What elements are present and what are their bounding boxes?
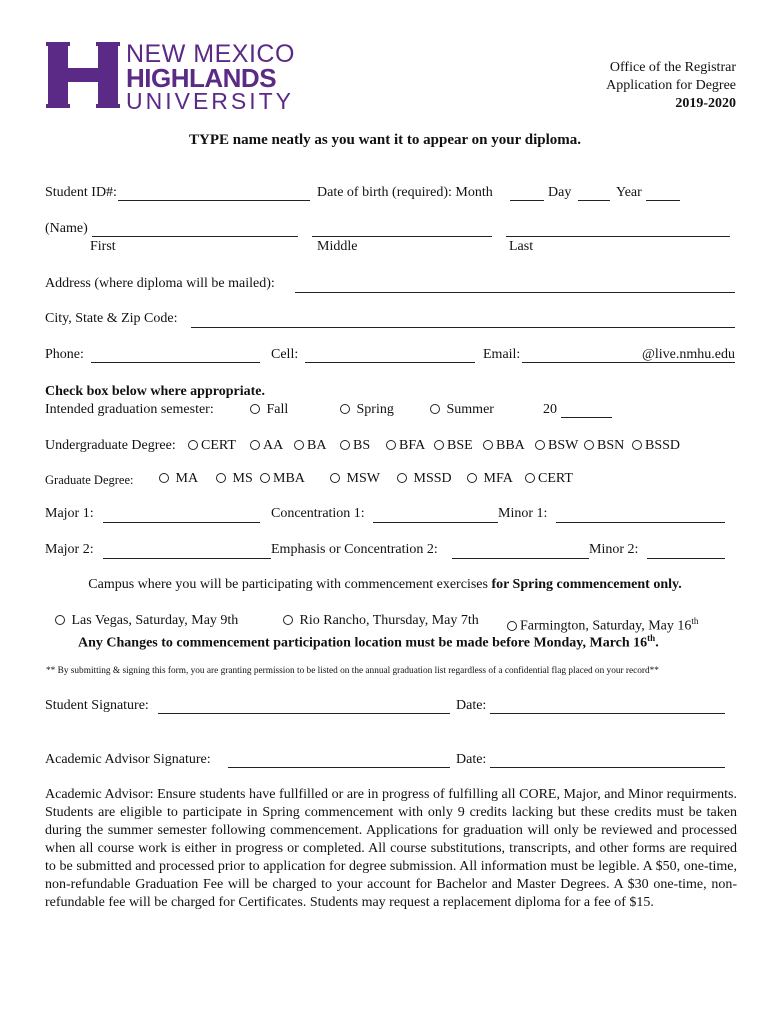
minor1-field[interactable]: [556, 522, 725, 523]
advisor-signature-label: Academic Advisor Signature:: [45, 752, 211, 767]
office-name: Office of the Registrar: [609, 60, 736, 75]
phone-field[interactable]: [91, 362, 260, 363]
radio-icon[interactable]: [250, 404, 260, 414]
undergrad-option-bssd[interactable]: BSSD: [632, 438, 680, 454]
name-label: (Name): [45, 221, 88, 236]
diploma-instruction: TYPE name neatly as you want it to appear on your diploma.: [189, 132, 581, 148]
undergrad-option-bba[interactable]: BBA: [483, 438, 525, 454]
graduate-option-ma[interactable]: MA: [159, 471, 198, 487]
graduate-option-cert[interactable]: CERT: [525, 471, 573, 487]
email-label: Email:: [483, 347, 521, 362]
undergrad-option-bse[interactable]: BSE: [434, 438, 473, 454]
radio-icon[interactable]: [340, 440, 350, 450]
academic-year: 2019-2020: [675, 96, 736, 111]
dob-year-field[interactable]: [646, 200, 680, 201]
dob-month-field[interactable]: [510, 200, 544, 201]
undergrad-label: Undergraduate Degree:: [45, 438, 176, 453]
minor2-label: Minor 2:: [589, 542, 639, 557]
advisor-signature-field[interactable]: [228, 767, 450, 768]
graduate-label: Graduate Degree:: [45, 473, 134, 487]
minor1-label: Minor 1:: [498, 506, 548, 521]
first-name-field[interactable]: [92, 236, 298, 237]
radio-icon[interactable]: [330, 473, 340, 483]
semester-spring-option[interactable]: Spring: [340, 402, 394, 418]
semester-label: Intended graduation semester:: [45, 402, 214, 417]
cell-label: Cell:: [271, 347, 299, 362]
radio-icon[interactable]: [260, 473, 270, 483]
undergrad-option-bsw[interactable]: BSW: [535, 438, 578, 454]
radio-icon[interactable]: [397, 473, 407, 483]
radio-icon[interactable]: [483, 440, 493, 450]
radio-icon[interactable]: [250, 440, 260, 450]
student-id-field[interactable]: [118, 200, 310, 201]
first-name-caption: First: [90, 239, 116, 254]
address-label: Address (where diploma will be mailed):: [45, 276, 275, 291]
emphasis2-label: Emphasis or Concentration 2:: [271, 542, 438, 557]
radio-icon[interactable]: [467, 473, 477, 483]
graduate-option-mfa[interactable]: MFA: [467, 471, 513, 487]
undergrad-option-bs[interactable]: BS: [340, 438, 370, 454]
graduate-option-msw[interactable]: MSW: [330, 471, 380, 487]
advisor-date-field[interactable]: [490, 767, 725, 768]
radio-icon[interactable]: [55, 615, 65, 625]
radio-icon[interactable]: [632, 440, 642, 450]
graduate-option-mba[interactable]: MBA: [260, 471, 305, 487]
emphasis2-field[interactable]: [452, 558, 589, 559]
undergrad-option-aa[interactable]: AA: [250, 438, 283, 454]
middle-name-field[interactable]: [312, 236, 492, 237]
campus-option-las-vegas[interactable]: Las Vegas, Saturday, May 9th: [55, 613, 238, 629]
radio-icon[interactable]: [386, 440, 396, 450]
dob-day-field[interactable]: [578, 200, 610, 201]
dob-year-label: Year: [616, 185, 642, 200]
cell-field[interactable]: [305, 362, 475, 363]
form-title: Application for Degree: [606, 78, 736, 93]
radio-icon[interactable]: [159, 473, 169, 483]
student-date-label: Date:: [456, 698, 487, 713]
permission-notice: ** By submitting & signing this form, you are granting permission to be listed on the annual graduation list regardless of a confidential flag placed on your record**: [46, 666, 659, 676]
campus-option-rio-rancho[interactable]: Rio Rancho, Thursday, May 7th: [283, 613, 479, 629]
advisor-note: Academic Advisor: Ensure students have fullfilled or are in progress of fulfilling all CORE, Major, and Minor requirments. Students are eligible to participate in Spring commencement with only 9 credits lacking but these credits must be taken during the summer semester following commencement. Applications for graduation will only be reviewed and processed when all course work is either in progress or completed. All course substitutions, transcripts, and other forms are required to be submitted and processed prior to application for degree submission. All information must be legible. A $50, one-time, non-refundable Graduation Fee will be charged to your account for Bachelor and Master Degrees. A $30 one-time, non-refundable fee will be charged for Certificates. Students may request a replacement diploma for a fee of $15.: [45, 787, 737, 910]
logo-line-3: UNIVERSITY: [126, 88, 295, 114]
graduate-option-mssd[interactable]: MSSD: [397, 471, 452, 487]
major2-field[interactable]: [103, 558, 271, 559]
student-date-field[interactable]: [490, 713, 725, 714]
student-signature-label: Student Signature:: [45, 698, 149, 713]
radio-icon[interactable]: [430, 404, 440, 414]
university-logo-h: [46, 38, 124, 112]
email-domain: @live.nmhu.edu: [642, 347, 735, 362]
advisor-date-label: Date:: [456, 752, 487, 767]
radio-icon[interactable]: [188, 440, 198, 450]
checkbox-heading: Check box below where appropriate.: [45, 384, 265, 399]
minor2-field[interactable]: [647, 558, 725, 559]
major1-label: Major 1:: [45, 506, 94, 521]
campus-prompt: Campus where you will be participating with commencement exercises for Spring commencement only.: [88, 577, 682, 592]
student-signature-field[interactable]: [158, 713, 450, 714]
student-id-label: Student ID#:: [45, 185, 117, 200]
semester-summer-option[interactable]: Summer: [430, 402, 494, 418]
radio-icon[interactable]: [283, 615, 293, 625]
logo-line-2: HIGHLANDS: [126, 63, 277, 93]
undergrad-option-bsn[interactable]: BSN: [584, 438, 624, 454]
undergrad-option-ba[interactable]: BA: [294, 438, 326, 454]
address-field[interactable]: [295, 292, 735, 293]
phone-label: Phone:: [45, 347, 84, 362]
radio-icon[interactable]: [525, 473, 535, 483]
semester-fall-option[interactable]: Fall: [250, 402, 288, 418]
logo-line-1: NEW MEXICO: [126, 40, 295, 68]
radio-icon[interactable]: [340, 404, 350, 414]
radio-icon[interactable]: [216, 473, 226, 483]
middle-name-caption: Middle: [317, 239, 358, 254]
last-name-caption: Last: [509, 239, 534, 254]
graduation-year-field[interactable]: [561, 417, 612, 418]
radio-icon[interactable]: [294, 440, 304, 450]
concentration1-label: Concentration 1:: [271, 506, 365, 521]
major2-label: Major 2:: [45, 542, 94, 557]
radio-icon[interactable]: [584, 440, 594, 450]
city-label: City, State & Zip Code:: [45, 311, 178, 326]
dob-day-label: Day: [548, 185, 572, 200]
graduate-option-ms[interactable]: MS: [216, 471, 253, 487]
radio-icon[interactable]: [535, 440, 545, 450]
undergrad-option-bfa[interactable]: BFA: [386, 438, 425, 454]
graduation-year-prefix: 20: [543, 402, 557, 417]
city-state-zip-field[interactable]: [191, 327, 735, 328]
concentration1-field[interactable]: [373, 522, 498, 523]
radio-icon[interactable]: [434, 440, 444, 450]
commencement-change-notice: Any Changes to commencement participation location must be made before Monday, March 16th.: [78, 633, 659, 651]
campus-option-farmington[interactable]: Farmington, Saturday, May 16th: [507, 613, 698, 635]
last-name-field[interactable]: [506, 236, 730, 237]
dob-month-label: Date of birth (required): Month: [317, 185, 493, 200]
major1-field[interactable]: [103, 522, 260, 523]
undergrad-option-cert[interactable]: CERT: [188, 438, 236, 454]
